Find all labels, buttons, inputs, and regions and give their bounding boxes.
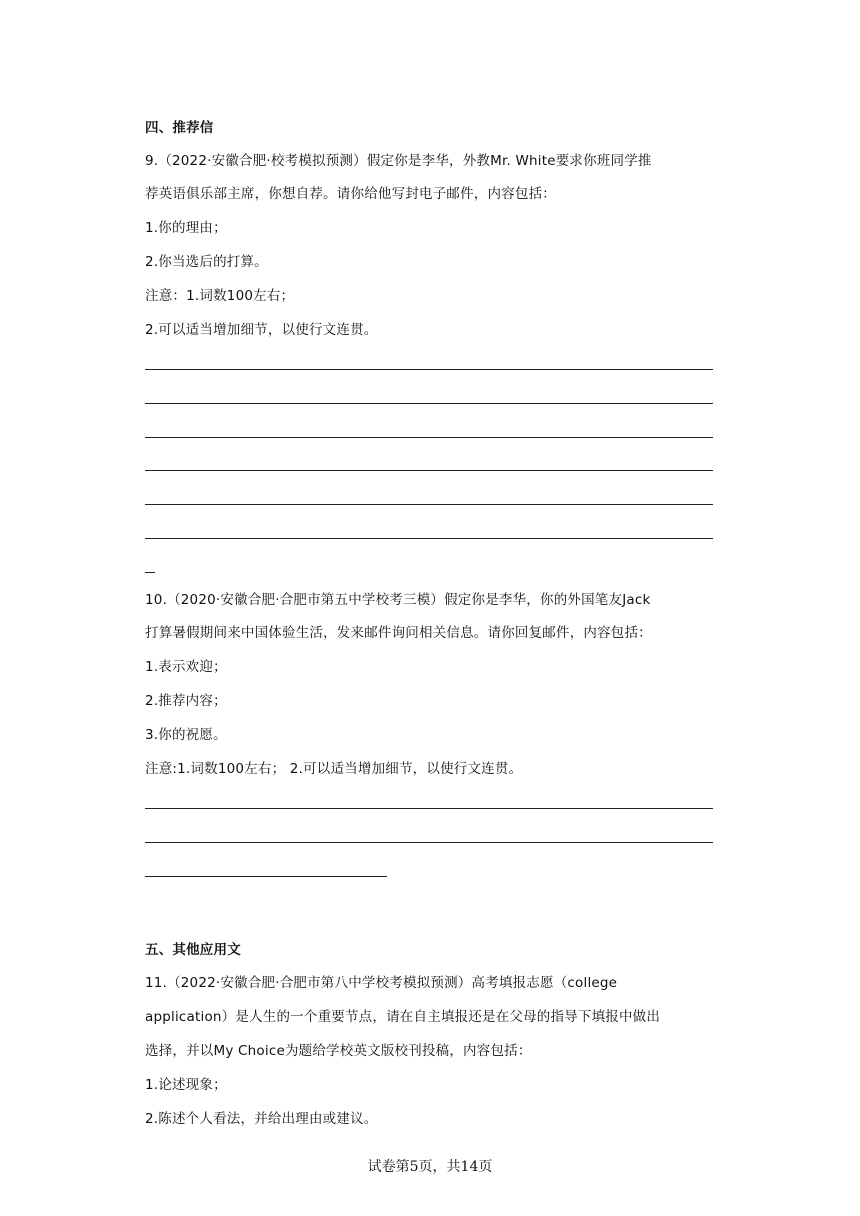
question-10-note: 注意:1.词数100左右； 2.可以适当增加细节，以使行文连贯。 (145, 761, 523, 777)
answer-line-end (145, 572, 155, 573)
page-number-footer: 试卷第5页，共14页 (367, 1159, 493, 1175)
question-10-requirement-1: 1.表示欢迎； (145, 659, 227, 675)
answer-line (145, 403, 713, 404)
answer-line (145, 808, 713, 809)
question-11-text-line-1: 11.（2022·安徽合肥·合肥市第八中学校考模拟预测）高考填报志愿（college (145, 975, 618, 991)
answer-line (145, 504, 713, 505)
question-11-text-line-3: 选择，并以My Choice为题给学校英文版校刊投稿，内容包括： (145, 1043, 532, 1059)
question-10-text-line-2: 打算暑假期间来中国体验生活，发来邮件询问相关信息。请你回复邮件，内容包括： (145, 625, 652, 641)
section-heading-other-practical-writing: 五、其他应用文 (145, 942, 241, 958)
question-9-requirement-1: 1.你的理由； (145, 220, 227, 236)
question-9-text-line-1: 9.（2022·安徽合肥·校考模拟预测）假定你是李华，外教Mr. White要求你班同学推 (145, 153, 652, 169)
question-9-note-2: 2.可以适当增加细节，以使行文连贯。 (145, 322, 378, 338)
answer-line-end (145, 876, 387, 877)
question-11-requirement-1: 1.论述现象； (145, 1077, 227, 1093)
answer-line (145, 437, 713, 438)
answer-line (145, 842, 713, 843)
question-9-requirement-2: 2.你当选后的打算。 (145, 254, 268, 270)
question-10-requirement-3: 3.你的祝愿。 (145, 727, 227, 743)
answer-line (145, 369, 713, 370)
question-11-requirement-2: 2.陈述个人看法，并给出理由或建议。 (145, 1111, 378, 1127)
question-11-text-line-2: application）是人生的一个重要节点，请在自主填报还是在父母的指导下填报中做出 (145, 1009, 661, 1025)
section-heading-recommendation-letter: 四、推荐信 (145, 120, 214, 136)
question-10-requirement-2: 2.推荐内容； (145, 693, 227, 709)
question-9-text-line-2: 荐英语俱乐部主席，你想自荐。请你给他写封电子邮件，内容包括： (145, 186, 556, 202)
question-9-note-1: 注意：1.词数100左右； (145, 288, 295, 304)
question-10-text-line-1: 10.（2020·安徽合肥·合肥市第五中学校考三模）假定你是李华，你的外国笔友Jack (145, 592, 651, 608)
answer-line (145, 470, 713, 471)
answer-line (145, 538, 713, 539)
